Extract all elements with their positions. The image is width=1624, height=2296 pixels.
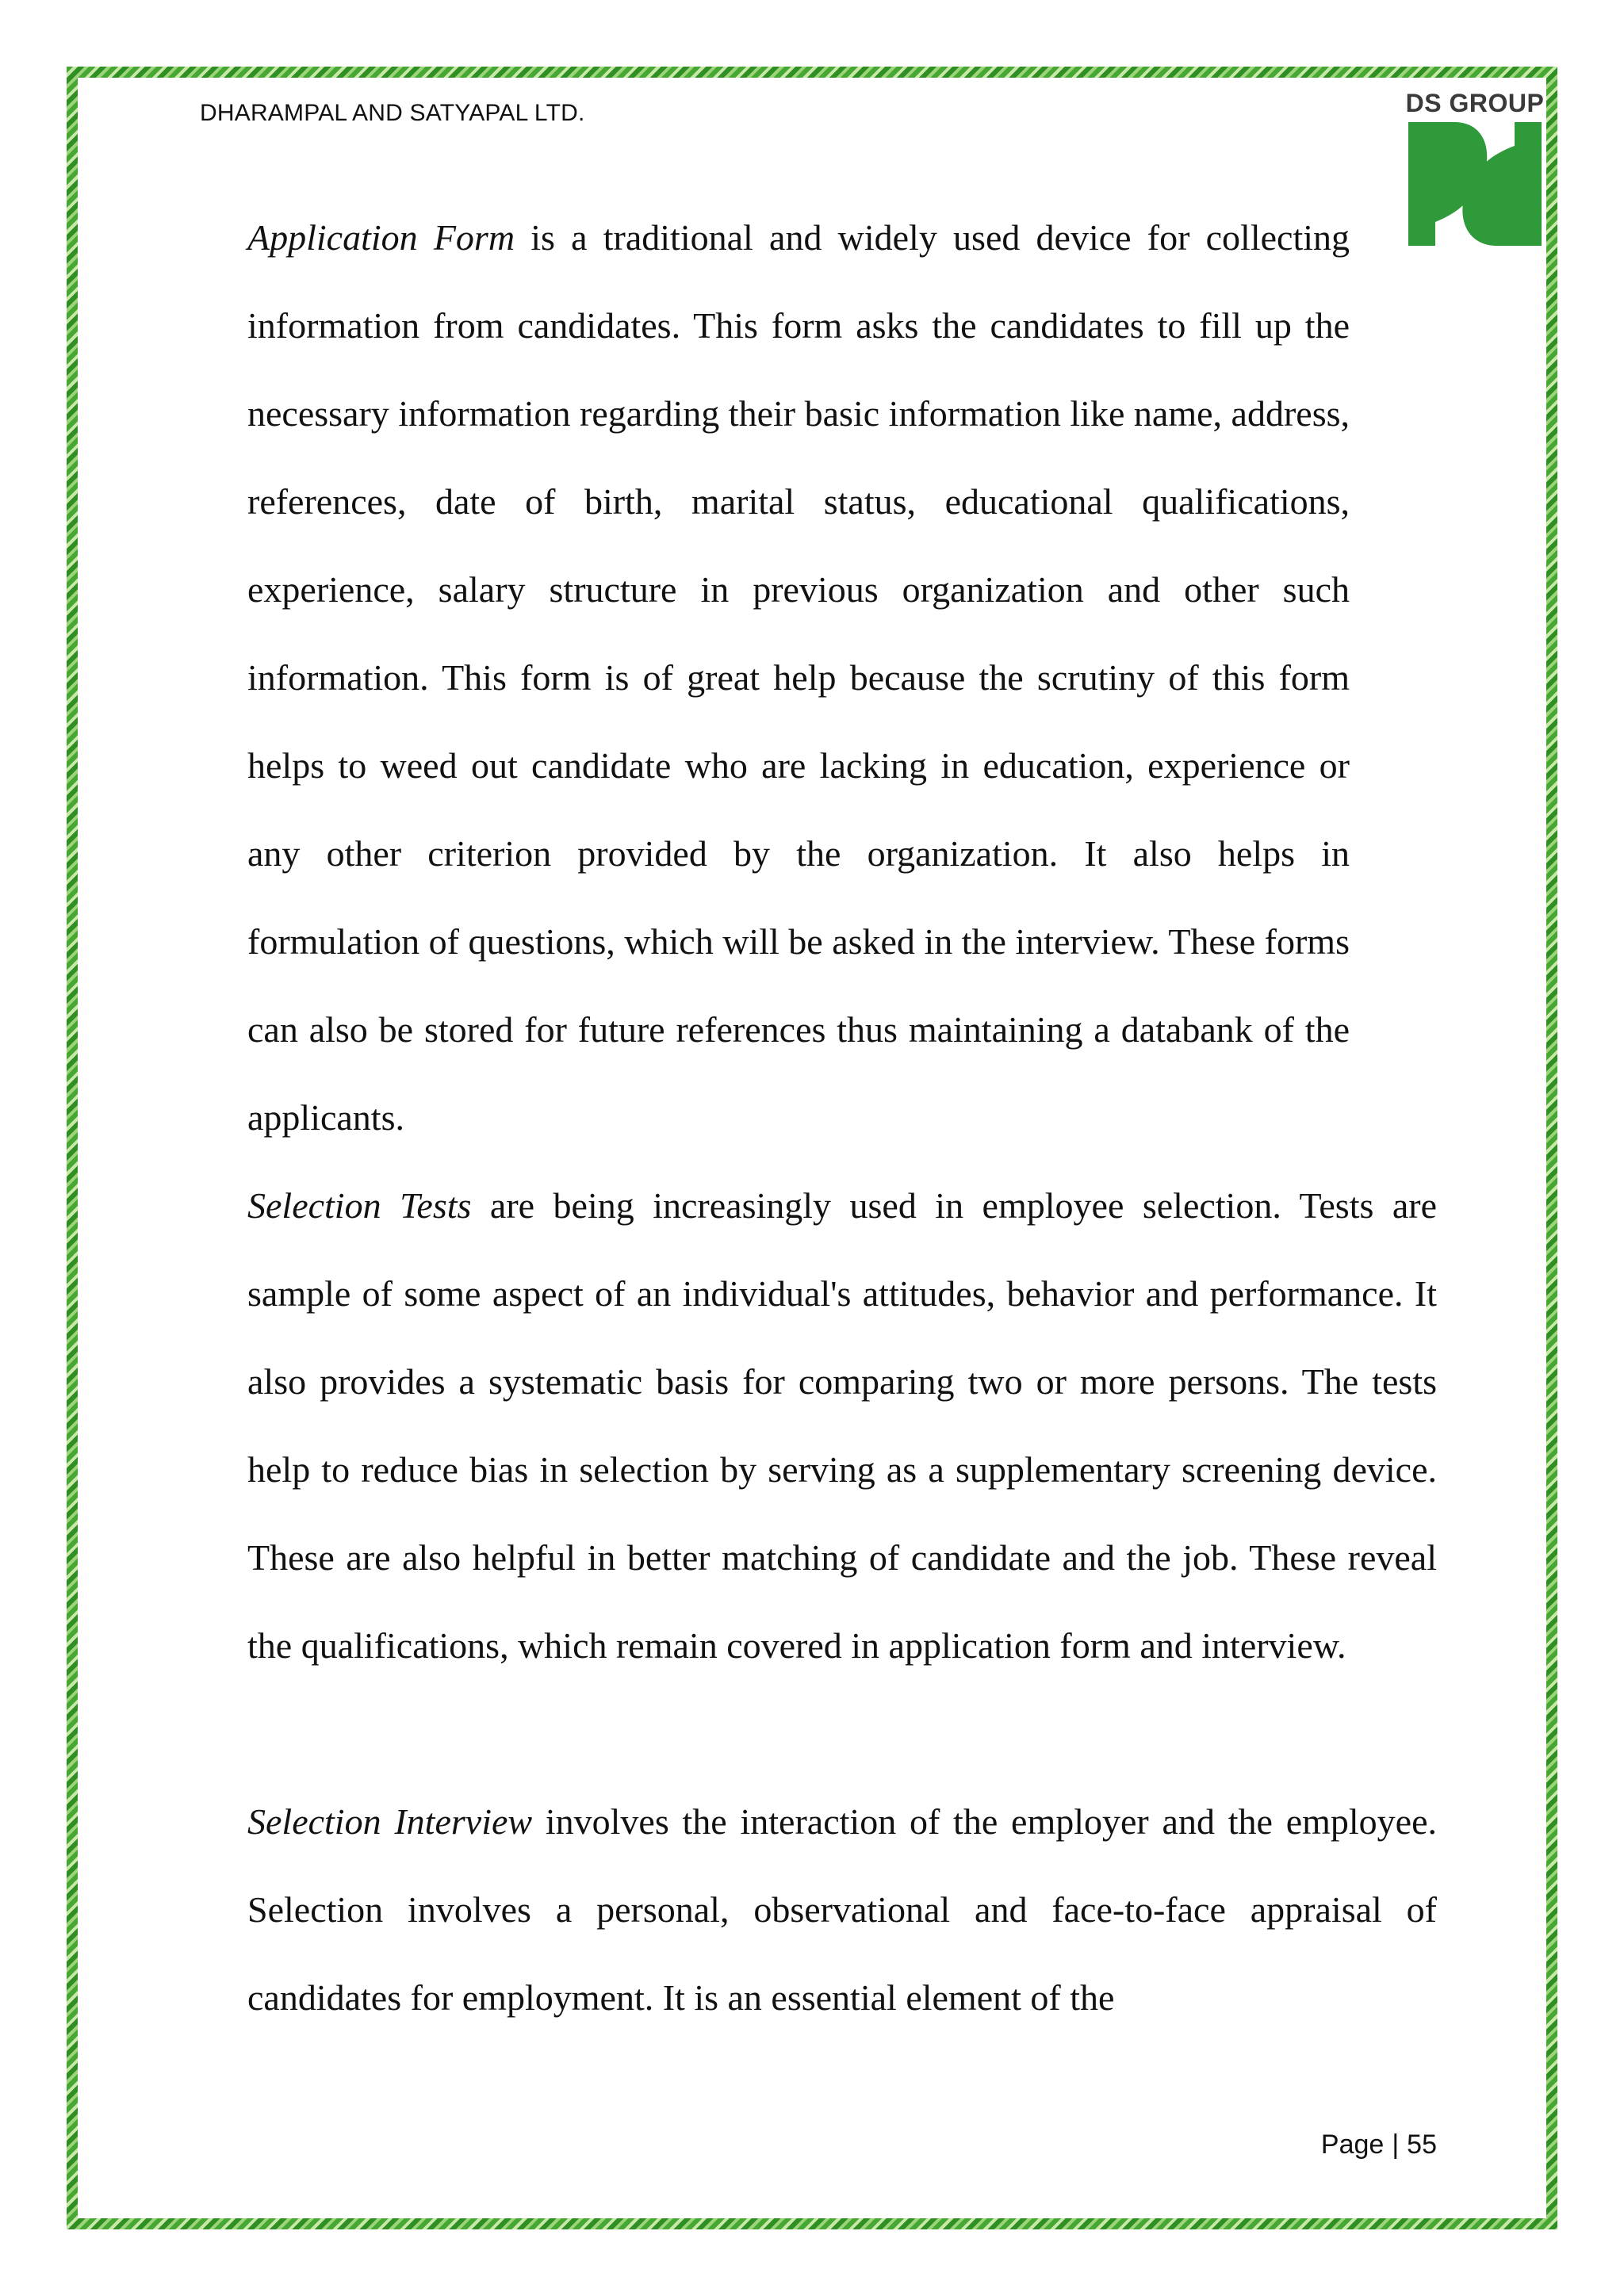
paragraph-application-form [247,193,1350,1161]
page-number: 55 [1407,2130,1437,2160]
paragraph-text: are being increasingly used in employee selection. Tests are sample of some aspect of an individual's attitudes, behavior and performance. It also provides a systematic basis for comparing two or more persons. The tests help to reduce bias in selection by serving as a supplementary screening device. These are also helpful in better matching of candidate and the job. These reveal the qualifications, which remain covered in application form and interview. [247,1185,1437,1666]
body-content [247,193,1437,2042]
term-application-form: Application Form [247,217,515,258]
term-selection-interview: Selection Interview [247,1801,533,1842]
page-footer [1321,2130,1437,2160]
paragraph-text: is a traditional and widely used device for collecting information from candidates. This form asks the candidates to fill up the necessary information regarding their basic information like name, address, references, date of birth, marital status, educational qualifications, experience, salary structure in previous organization and other such information. This form is of great help because the scrutiny of this form helps to weed out candidate who are lacking in education, experience or any other criterion provided by the organization. It also helps in formulation of questions, which will be asked in the interview. These forms can also be stored for future references thus maintaining a databank of the applicants. [247,217,1350,1138]
paragraph-selection-interview [247,1777,1437,2042]
paragraph-text: involves the interaction of the employer and the employee. Selection involves a personal, observational and face-to-face appraisal of candidates for employment. It is an essential element of the [247,1801,1438,2018]
logo-text: DS GROUP [1405,89,1545,117]
paragraph-selection-tests [247,1161,1437,1689]
term-selection-tests: Selection Tests [247,1185,472,1226]
page-label: Page [1320,2130,1385,2160]
header-company-name: DHARAMPAL AND SATYAPAL LTD. [200,100,585,126]
page-separator: | [1392,2130,1400,2160]
